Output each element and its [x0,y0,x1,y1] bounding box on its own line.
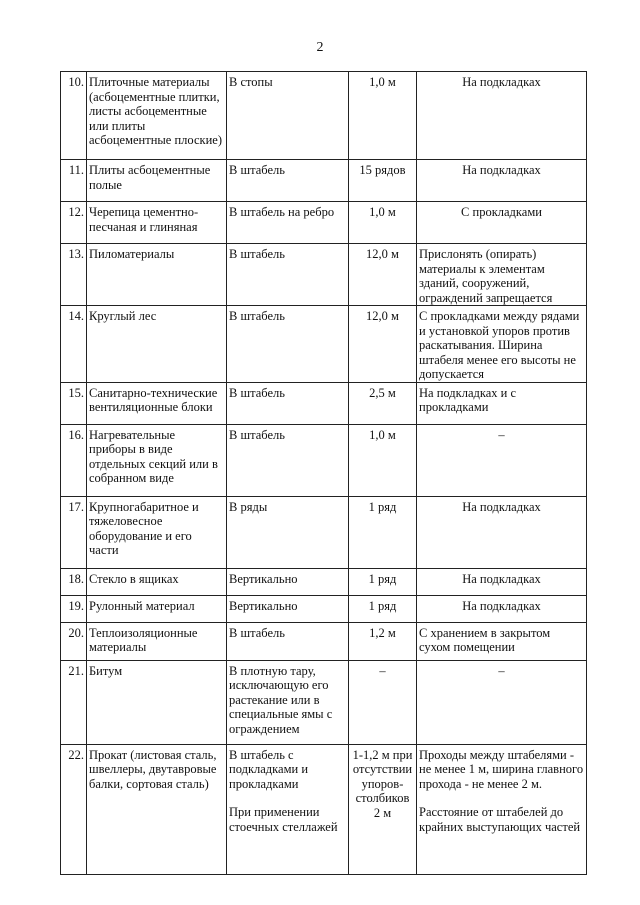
storage-note: На подкладках [417,160,587,202]
table-row [61,244,587,306]
row-number: 14. [61,306,87,383]
storage-note: С прокладками между рядами и установкой упоров против раскатывания. Ширина штабеля менее его высоты не допускается [417,306,587,383]
stack-height-secondary: 2 м [373,805,392,820]
table-row [61,744,587,874]
stack-height: – [349,660,417,744]
row-number: 13. [61,244,87,306]
storage-method: В штабель [227,244,349,306]
row-number: 11. [61,160,87,202]
stack-height: 1 ряд [349,568,417,595]
stack-height: 1,2 м [349,622,417,660]
storage-method: Вертикально [227,568,349,595]
storage-method: В штабель [227,622,349,660]
storage-method: В штабель [227,382,349,424]
table-row [61,595,587,622]
storage-method: В штабель на ребро [227,202,349,244]
table-row [61,382,587,424]
material-name: Битум [87,660,227,744]
storage-method [227,744,349,874]
stack-height: 1,0 м [349,72,417,160]
material-name: Рулонный материал [87,595,227,622]
material-name: Стекло в ящиках [87,568,227,595]
table-row [61,424,587,496]
row-number: 19. [61,595,87,622]
stack-height: 1,0 м [349,202,417,244]
storage-note: На подкладках [417,595,587,622]
stack-height-primary: 1-1,2 м при отсутствии упоров-столбиков [352,747,413,805]
storage-note: На подкладках [417,568,587,595]
row-number: 15. [61,382,87,424]
storage-table-body [61,72,587,875]
row-number: 20. [61,622,87,660]
row-number: 18. [61,568,87,595]
material-name: Санитарно-технические вентиляционные блоки [87,382,227,424]
storage-method: В штабель [227,424,349,496]
material-name: Пиломатериалы [87,244,227,306]
stack-height: 2,5 м [349,382,417,424]
row-number: 21. [61,660,87,744]
material-name: Круглый лес [87,306,227,383]
stack-height: 12,0 м [349,306,417,383]
material-name: Крупногабаритное и тяжеловесное оборудование и его части [87,496,227,568]
storage-method: В штабель [227,160,349,202]
storage-method: Вертикально [227,595,349,622]
row-number: 16. [61,424,87,496]
storage-note: Прислонять (опирать) материалы к элементам зданий, сооружений, ограждений запрещается [417,244,587,306]
table-row [61,160,587,202]
stack-height: 12,0 м [349,244,417,306]
storage-note: На подкладках [417,72,587,160]
stack-height: 15 рядов [349,160,417,202]
table-row [61,202,587,244]
material-name: Прокат (листовая сталь, швеллеры, двутавровые балки, сортовая сталь) [87,744,227,874]
table-row [61,660,587,744]
storage-method: В плотную тару, исключающую его растекание или в специальные ямы с ограждением [227,660,349,744]
row-number: 12. [61,202,87,244]
storage-note: С прокладками [417,202,587,244]
row-number: 10. [61,72,87,160]
material-name: Плиты асбоцементные полые [87,160,227,202]
table-row [61,622,587,660]
storage-method: В ряды [227,496,349,568]
stack-height [349,744,417,874]
stack-height: 1 ряд [349,595,417,622]
table-row [61,496,587,568]
row-number: 22. [61,744,87,874]
material-name: Нагревательные приборы в виде отдельных секций или в собранном виде [87,424,227,496]
row-number: 17. [61,496,87,568]
material-name: Черепица цементно-песчаная и глиняная [87,202,227,244]
table-row [61,568,587,595]
storage-method: В штабель [227,306,349,383]
storage-table [60,71,587,875]
stack-height: 1 ряд [349,496,417,568]
material-name: Теплоизоляционные материалы [87,622,227,660]
material-name: Плиточные материалы (асбоцементные плитки, листы асбоцементные или плиты асбоцементные плоские) [87,72,227,160]
storage-method: В стопы [227,72,349,160]
stack-height: 1,0 м [349,424,417,496]
storage-note: – [417,660,587,744]
storage-method-primary: В штабель с подкладками и прокладками [229,747,309,791]
page-number: 2 [316,40,324,55]
storage-note-secondary: Расстояние от штабелей до крайних выступающих частей [419,805,581,834]
storage-note: На подкладках и с прокладками [417,382,587,424]
table-row [61,306,587,383]
storage-note: На подкладках [417,496,587,568]
storage-note: С хранением в закрытом сухом помещении [417,622,587,660]
storage-method-secondary: При применении стоечных стеллажей [229,805,338,834]
storage-note [417,744,587,874]
storage-note: – [417,424,587,496]
table-row [61,72,587,160]
storage-note-primary: Проходы между штабелями - не менее 1 м, ширина главного прохода - не менее 2 м. [419,747,584,791]
